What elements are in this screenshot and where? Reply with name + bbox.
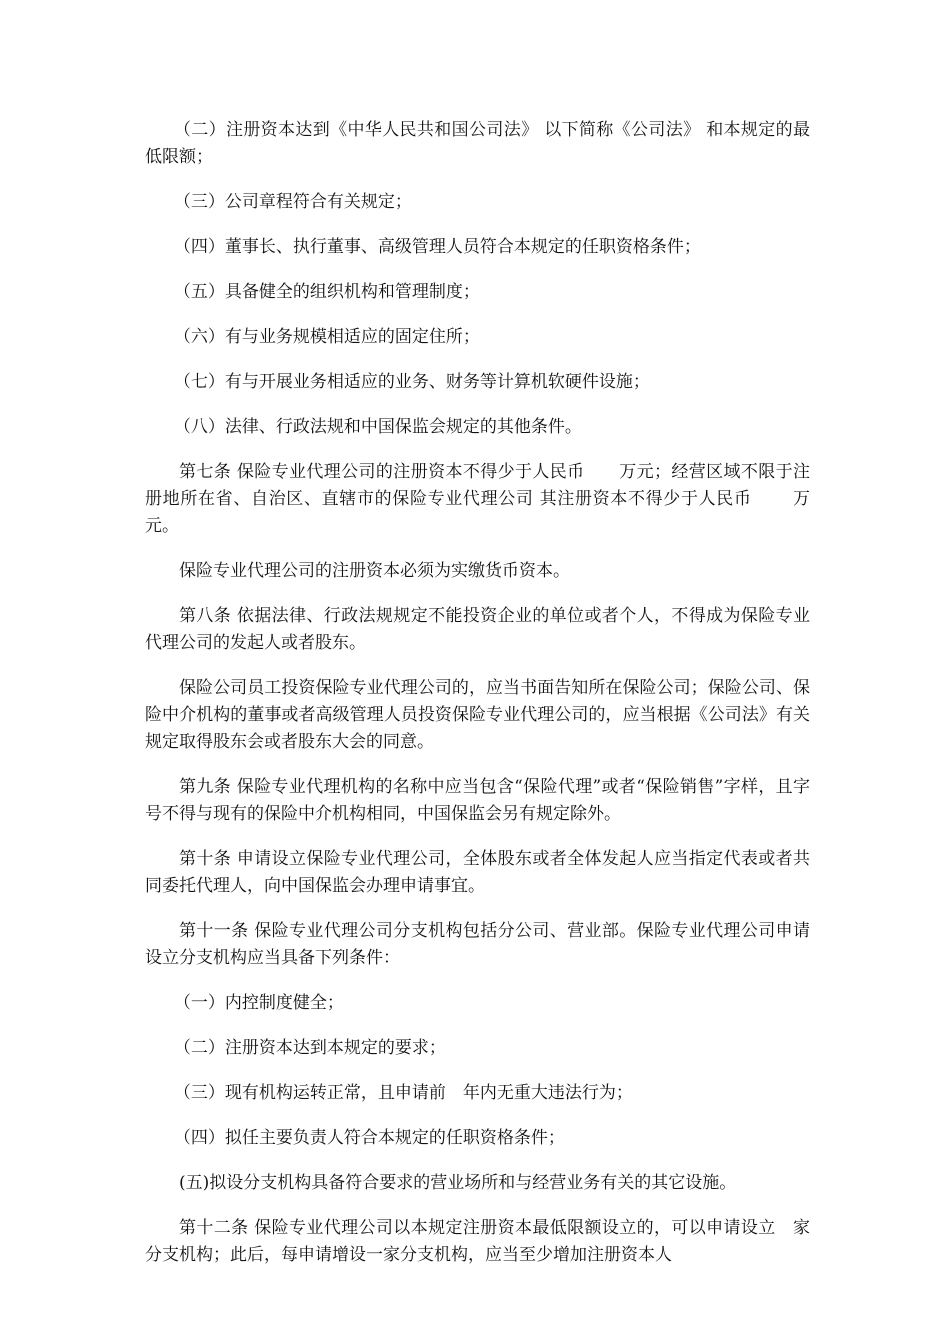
article-8: 第八条 依据法律、行政法规规定不能投资企业的单位或者个人，不得成为保险专业代理公司的发起人或者股东。 — [145, 606, 810, 653]
article-9: 第九条 保险专业代理机构的名称中应当包含“保险代理”或者“保险销售”字样，且字号不得与现有的保险中介机构相同，中国保监会另有规定除外。 — [145, 777, 810, 824]
condition-item-3: （三）公司章程符合有关规定； — [173, 192, 412, 212]
article-12: 第十二条 保险专业代理公司以本规定注册资本最低限额设立的，可以申请设立 家分支机构；此后，每申请增设一家分支机构，应当至少增加注册资本人 — [145, 1218, 810, 1265]
branch-condition-item-3: （三）现有机构运转正常，且申请前 年内无重大违法行为； — [173, 1083, 633, 1103]
condition-item-5: （五）具备健全的组织机构和管理制度； — [173, 282, 480, 302]
article-7: 第七条 保险专业代理公司的注册资本不得少于人民币 万元；经营区域不限于注册地所在省、自治区、直辖市的保险专业代理公司 其注册资本不得少于人民币 万元。 — [145, 462, 810, 536]
article-10: 第十条 申请设立保险专业代理公司，全体股东或者全体发起人应当指定代表或者共同委托代理人，向中国保监会办理申请事宜。 — [145, 849, 810, 896]
condition-item-6: （六）有与业务规模相适应的固定住所； — [173, 327, 480, 347]
article-8-employee-note: 保险公司员工投资保险专业代理公司的，应当书面告知所在保险公司；保险公司、保险中介机构的董事或者高级管理人员投资保险专业代理公司的，应当根据《公司法》有关规定取得股东会或者股东大会的同意。 — [145, 678, 810, 752]
article-11: 第十一条 保险专业代理公司分支机构包括分公司、营业部。保险专业代理公司申请设立分支机构应当具备下列条件： — [145, 921, 810, 968]
condition-item-7: （七）有与开展业务相适应的业务、财务等计算机软硬件设施； — [173, 372, 650, 392]
condition-item-8: （八）法律、行政法规和中国保监会规定的其他条件。 — [173, 417, 582, 437]
branch-condition-item-4: （四）拟任主要负责人符合本规定的任职资格条件； — [173, 1128, 565, 1148]
branch-condition-item-2: （二）注册资本达到本规定的要求； — [173, 1038, 446, 1058]
condition-item-2: （二）注册资本达到《中华人民共和国公司法》 以下简称《公司法》 和本规定的最低限额； — [145, 120, 810, 167]
branch-condition-item-1: （一）内控制度健全； — [173, 993, 344, 1013]
branch-condition-item-5: (五)拟设分支机构具备符合要求的营业场所和与经营业务有关的其它设施。 — [179, 1173, 737, 1193]
condition-item-4: （四）董事长、执行董事、高级管理人员符合本规定的任职资格条件； — [173, 237, 701, 257]
article-7-capital-note: 保险专业代理公司的注册资本必须为实缴货币资本。 — [179, 561, 570, 581]
document-page — [145, 117, 810, 1287]
